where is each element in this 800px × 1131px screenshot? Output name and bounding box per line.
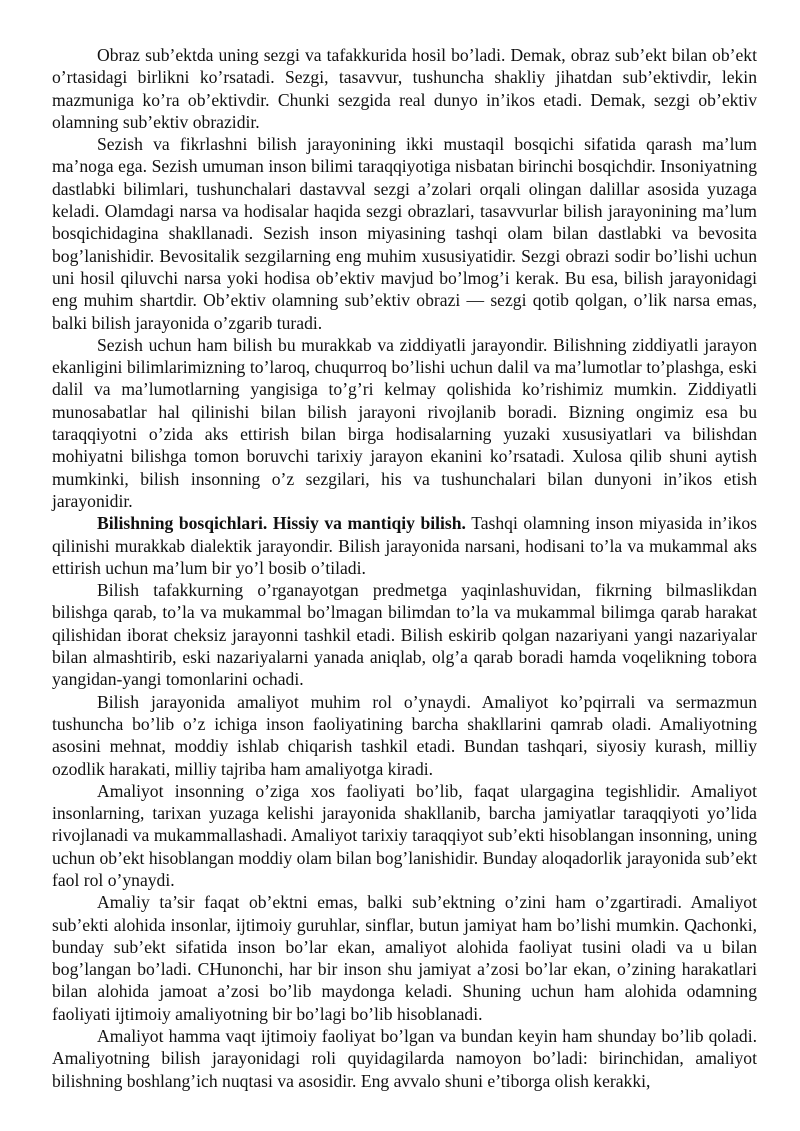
paragraph-text: Bilish tafakkurning o’rganayotgan predmetga yaqinlashuvidan, fikrning bilmaslikdan bilishga qarab, to’la va mukammal bo’lmagan bilimdan to’la va mukammal bilimga qarab harakat qilishidan iborat cheksiz jarayonni tashkil etadi. Bilish eskirib qolgan nazariyani yangi nazariyalar bilan almashtirib, eski nazariyalarni yanada aniqlab, olg’a qarab boradi hamda voqelikning tobora yangidan-yangi tomonlarini ochadi.	[52, 580, 757, 690]
paragraph	[52, 133, 757, 334]
paragraph-text: Tashqi olamning inson miyasida in’ikos qilinishi murakkab dialektik jarayondir. Bilish jarayonida narsani, hodisani to’la va mukammal aks ettirish uchun ma’lum bir yo’l bosib o’tiladi.	[52, 513, 758, 578]
paragraph-text: Bilish jarayonida amaliyot muhim rol o’ynaydi. Amaliyot ko’pqirrali va sermazmun tushuncha bo’lib o’z ichiga inson faoliyatining barcha shakllarini qamrab oladi. Amaliyotning asosini mehnat, moddiy ishlab chiqarish tashkil etadi. Bundan tashqari, siyosiy kurash, milliy ozodlik harakati, milliy tajriba ham amaliyotga kiradi.	[52, 691, 757, 779]
paragraph-text: Amaliy ta’sir faqat ob’ektni emas, balki sub’ektning o’zini ham o’zgartiradi. Amaliyot sub’ekti alohida insonlar, ijtimoiy guruhlar, sinflar, butun jamiyat ham bo’lishi mumkin. Qachonki, bunday sub’ekt sifatida inson bo’lar ekan, amaliyot alohida faoliyat tusini oladi va u bilan bog’langan bo’ladi. CHunonchi, har bir inson shu jamiyat a’zosi bo’lar ekan, o’zining harakatlari bilan alohida jamoat a’zosi bo’lib maydonga keladi. Shuning uchun ham alohida odamning faoliyati ijtimoiy amaliyotning bir bo’lagi bo’lib hisoblanadi.	[52, 892, 757, 1024]
paragraph-text: Amaliyot hamma vaqt ijtimoiy faoliyat bo’lgan va bundan keyin ham shunday bo’lib qoladi. Amaliyotning bilish jarayonidagi roli quyidagilarda namoyon bo’ladi: birinchidan, amaliyot bilishning boshlang’ich nuqtasi va asosidir. Eng avvalo shuni e’tiborga olish kerakki,	[52, 1026, 757, 1091]
section-heading: Bilishning bosqichlari. Hissiy va mantiqiy bilish.	[97, 513, 466, 534]
paragraph	[52, 691, 757, 780]
paragraph	[52, 1025, 757, 1092]
paragraph	[52, 579, 757, 690]
paragraph	[52, 334, 757, 512]
paragraph	[52, 44, 757, 133]
paragraph	[52, 780, 757, 891]
paragraph	[52, 891, 757, 1025]
paragraph-text: Sezish uchun ham bilish bu murakkab va ziddiyatli jarayondir. Bilishning ziddiyatli jarayon ekanligini bilimlarimizning to’laroq, chuqurroq bo’lishi uchun dalil va ma’lumotlar to’plashga, eski dalil va ma’lumotlarning yangisiga to’g’ri kelmay qolishida ko’rishimiz mumkin. Ziddiyatli munosabatlar hal qilinishi bilan bilish jarayoni rivojlanib boradi. Bizning ongimiz esa bu taraqqiyotni o’zida aks ettirish bilan birga hodisalarning yuzaki xususiyatlari va bilishdan mohiyatni bilishga tomon boruvchi tarixiy jarayon ekanini ko’rsatadi. Xulosa qilib shuni aytish mumkinki, bilish insonning o’z sezgilari, his va tushunchalari bilan dunyoni in’ikos etish jarayonidir.	[52, 334, 757, 511]
paragraph-text: Sezish va fikrlashni bilish jarayonining ikki mustaqil bosqichi sifatida qarash ma’lum ma’noga ega. Sezish umuman inson bilimi taraqqiyotiga nisbatan birinchi bosqichdir. Insoniyatning dastlabki bilimlari, tushunchalari dastavval sezgi a’zolari orqali olingan dalillar asosida yuzaga keladi. Olamdagi narsa va hodisalar haqida sezgi obrazlari, tasavvurlar bilish jarayonining ma’lum bosqichidagina shakllanadi. Sezish inson miyasining tashqi olam bilan dastlabki va bevosita bog’lanishidir. Bevositalik sezgilarning eng muhim xususiyatidir. Sezgi obrazi sodir bo’lishi uchun uni hosil qiluvchi narsa yoki hodisa ob’ektiv mavjud bo’lmog’i kerak. Bu esa, bilish jarayonidagi eng muhim shartdir. Ob’ektiv olamning sub’ektiv obrazi — sezgi qotib qolgan, o’lik narsa emas, balki bilish jarayonida o’zgarib turadi.	[52, 134, 757, 333]
paragraph-text: Amaliyot insonning o’ziga xos faoliyati bo’lib, faqat ulargagina tegishlidir. Amaliyot insonlarning, tarixan yuzaga kelishi jarayonida shakllanib, barcha jamiyatlar taraqqiyoti yo’lida rivojlanadi va mukammallashadi. Amaliyot tarixiy taraqqiyot sub’ekti hisoblangan insonning, uning uchun ob’ekt hisoblangan moddiy olam bilan bog’lanishidir. Bunday aloqadorlik jarayonida sub’ekt faol rol o’ynaydi.	[52, 780, 757, 890]
paragraph-with-heading	[52, 512, 757, 579]
paragraph-text: Obraz sub’ektda uning sezgi va tafakkurida hosil bo’ladi. Demak, obraz sub’ekt bilan ob’ekt o’rtasidagi birlikni ko’rsatadi. Sezgi, tasavvur, tushuncha shakliy jihatdan sub’ektivdir, lekin mazmuniga ko’ra ob’ektivdir. Chunki sezgida real dunyo in’ikos etadi. Demak, sezgi ob’ektiv olamning sub’ektiv obrazidir.	[52, 45, 757, 132]
